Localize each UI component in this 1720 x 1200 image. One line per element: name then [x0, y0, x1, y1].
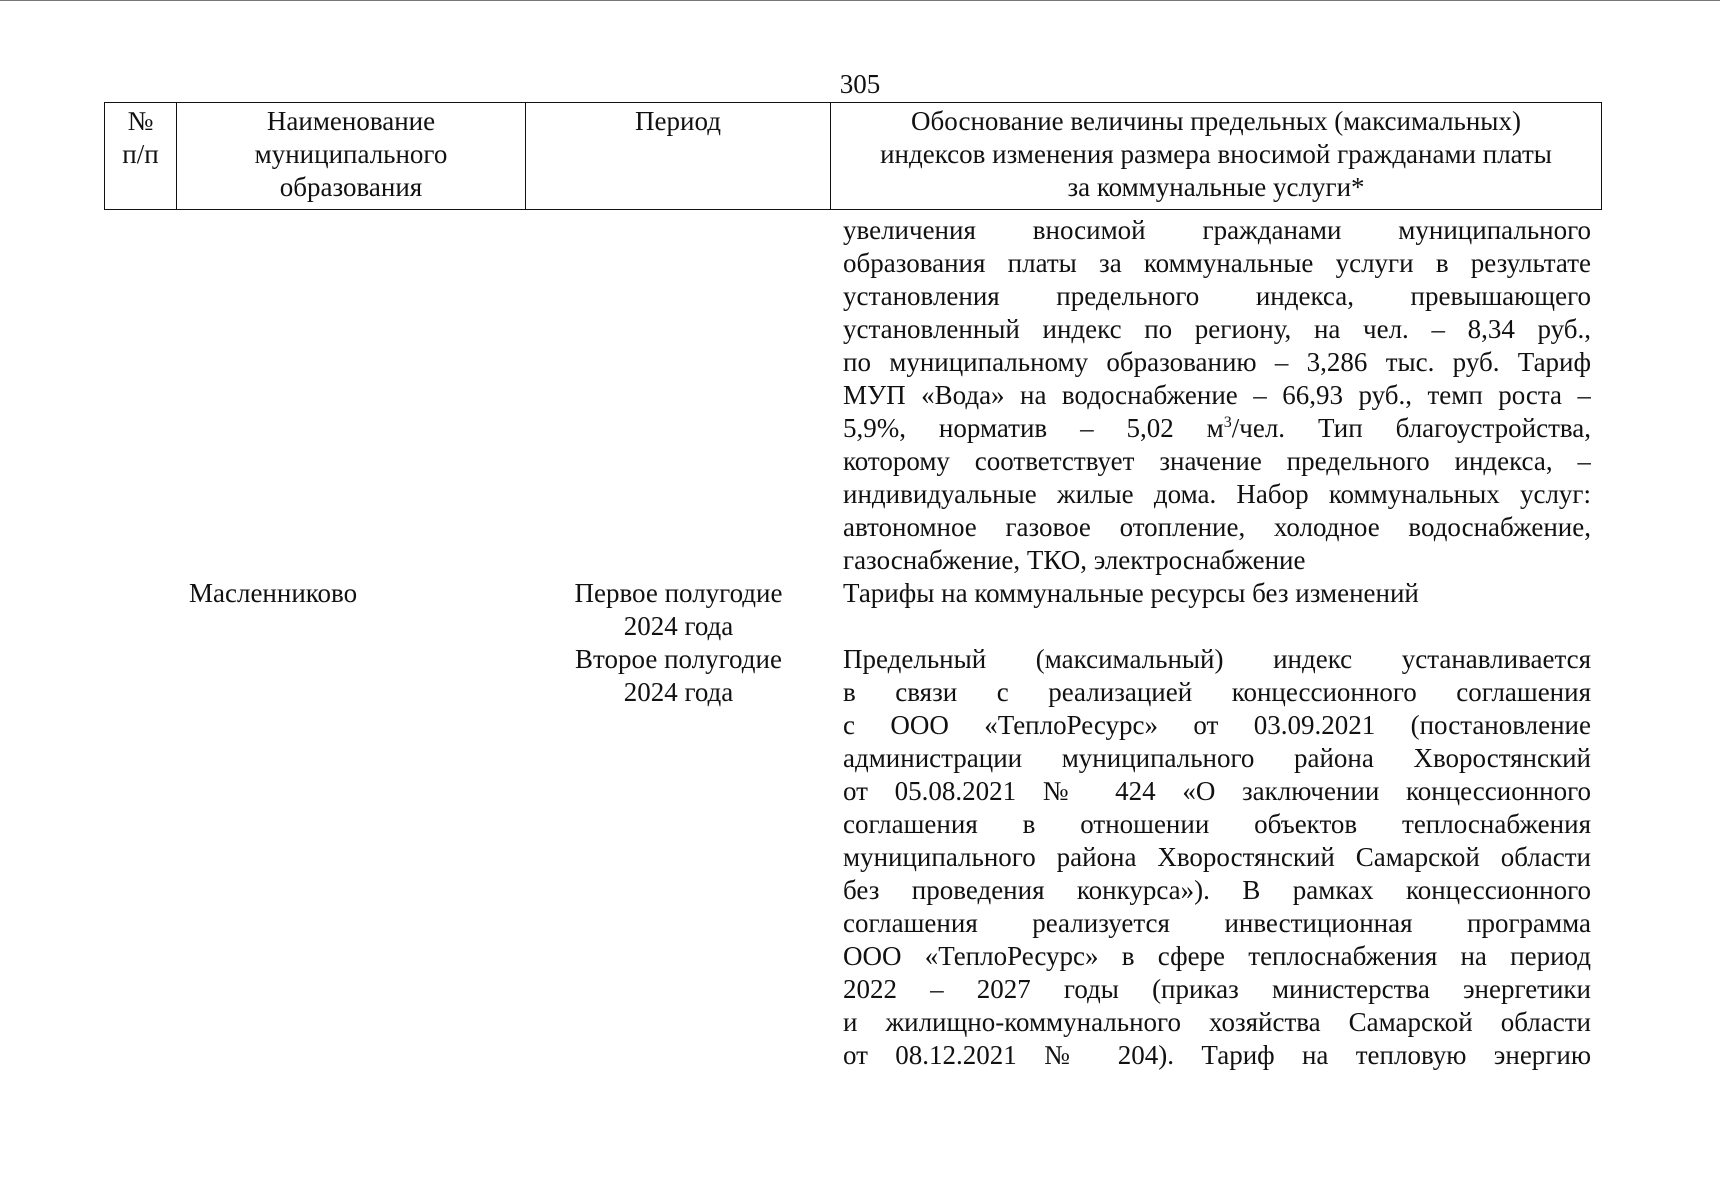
- header-text: индексов изменения размера вносимой гражданами платы: [880, 139, 1552, 169]
- header-col-period: [526, 103, 831, 209]
- text-line: индивидуальные жилые дома. Набор коммунальных услуг:: [843, 479, 1591, 509]
- text-line: установления предельного индекса, превышающего: [843, 281, 1591, 311]
- scan-top-edge: [0, 0, 1720, 1]
- text-line: администрации муниципального района Хворостянский: [843, 743, 1591, 773]
- text-line: соглашения в отношении объектов теплоснабжения: [843, 809, 1591, 839]
- text-line: и жилищно-коммунального хозяйства Самарской области: [843, 1007, 1591, 1037]
- text-line: в связи с реализацией концессионного соглашения: [843, 677, 1591, 707]
- text-line: соглашения реализуется инвестиционная программа: [843, 908, 1591, 938]
- page-number: 305: [839, 69, 881, 99]
- text-line: ООО «ТеплоРесурс» в сфере теплоснабжения на период: [843, 941, 1591, 971]
- period-line: 2024 года: [623, 677, 734, 707]
- header-text: п/п: [122, 139, 159, 169]
- header-text: Наименование: [266, 106, 436, 136]
- period-line: Первое полугодие: [574, 578, 783, 608]
- header-text: Обоснование величины предельных (максимальных): [911, 106, 1521, 136]
- text-line: от 05.08.2021 № 424 «О заключении концессионного: [843, 776, 1591, 806]
- norm-text-after: /чел. Тип благоустройства,: [1231, 413, 1591, 443]
- header-text: №: [127, 106, 154, 136]
- text-line: образования платы за коммунальные услуги в результате: [843, 248, 1591, 278]
- header-col-justification: [831, 103, 1601, 209]
- period-first-half: [526, 577, 831, 643]
- justification-first-half: Тарифы на коммунальные ресурсы без изменений: [843, 578, 1419, 608]
- justification-second-half: [843, 643, 1591, 1072]
- text-line: МУП «Вода» на водоснабжение – 66,93 руб., темп роста –: [843, 380, 1591, 410]
- text-line: газоснабжение, ТКО, электроснабжение: [843, 545, 1306, 575]
- header-text: муниципального: [254, 139, 448, 169]
- text-line: автономное газовое отопление, холодное водоснабжение,: [843, 512, 1591, 542]
- text-line: от 08.12.2021 № 204). Тариф на тепловую энергию: [843, 1040, 1591, 1070]
- text-line: по муниципальному образованию – 3,286 тыс. руб. Тариф: [843, 347, 1591, 377]
- header-col-municipality: [177, 103, 526, 209]
- period-line: Второе полугодие: [575, 644, 782, 674]
- text-line: с ООО «ТеплоРесурс» от 03.09.2021 (постановление: [843, 710, 1591, 740]
- header-text: за коммунальные услуги*: [1067, 172, 1365, 202]
- header-text: образования: [279, 172, 423, 202]
- text-line: без проведения конкурса»). В рамках концессионного: [843, 875, 1591, 905]
- norm-superscript: 3: [1223, 414, 1232, 431]
- period-line: 2024 года: [623, 611, 734, 641]
- text-line-norm: [843, 412, 1591, 445]
- justification-continuation: [843, 214, 1591, 577]
- text-line: увеличения вносимой гражданами муниципального: [843, 215, 1591, 245]
- table-header: [104, 102, 1602, 210]
- text-line: 2022 – 2027 годы (приказ министерства энергетики: [843, 974, 1591, 1004]
- municipality-name: Масленниково: [189, 578, 358, 608]
- text-line: установленный индекс по региону, на чел. – 8,34 руб.,: [843, 314, 1591, 344]
- header-text: Период: [635, 106, 721, 136]
- text-line: которому соответствует значение предельного индекса, –: [843, 446, 1591, 476]
- period-second-half: [526, 643, 831, 709]
- norm-text-before: 5,9%, норматив – 5,02 м: [843, 413, 1224, 443]
- text-line: Предельный (максимальный) индекс устанавливается: [843, 644, 1591, 674]
- text-line: муниципального района Хворостянский Самарской области: [843, 842, 1591, 872]
- header-col-number: [105, 103, 177, 209]
